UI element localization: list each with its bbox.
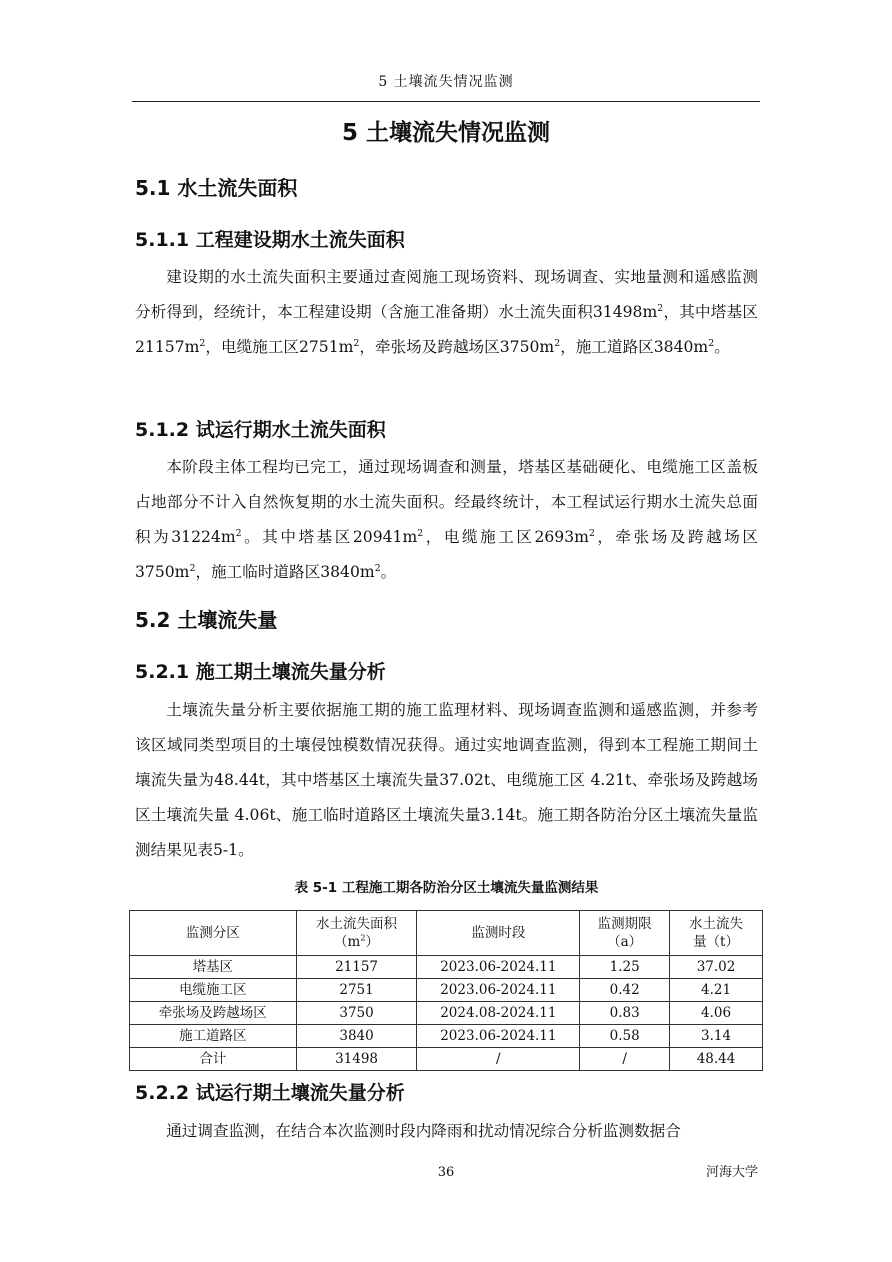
cell-amount: 4.06 xyxy=(670,1002,763,1025)
cell-period: / xyxy=(417,1048,580,1071)
cell-period: 2023.06-2024.11 xyxy=(417,1025,580,1048)
section-5-1-heading: 5.1 水土流失面积 xyxy=(135,176,298,200)
paragraph-5-2-2: 通过调查监测，在结合本次监测时段内降雨和扰动情况综合分析监测数据合 xyxy=(166,1122,681,1140)
cell-term: / xyxy=(580,1048,670,1071)
paragraph-5-2-1: 土壤流失量分析主要依据施工期的施工监理材料、现场调查监测和遥感监测，并参考该区域同类型项目的土壤侵蚀模数情况获得。通过实地调查监测，得到本工程施工期间土壤流失量为48.44t，其中塔基区土壤流失量37.02t、电缆施工区 4.21t、牵张场及跨越场区土壤流失量 4.06t、施工临时道路区土壤流失量3.14t。施工期各防治分区土壤流失量监测结果见表5-1。 xyxy=(135,701,758,859)
cell-area: 3840 xyxy=(296,1025,417,1048)
table-row xyxy=(130,979,763,1002)
header-amount: 水土流失 量（t） xyxy=(670,911,763,956)
cell-term: 0.83 xyxy=(580,1002,670,1025)
section-5-2-1-heading: 5.2.1 施工期土壤流失量分析 xyxy=(135,661,386,683)
cell-amount: 4.21 xyxy=(670,979,763,1002)
paragraph-5-1-2: 本阶段主体工程均已完工，通过现场调查和测量，塔基区基础硬化、电缆施工区盖板占地部分不计入自然恢复期的水土流失面积。经最终统计，本工程试运行期水土流失总面积为$31224m^2$。其中塔基区$20941m^2$，电缆施工区$2693m^2$，牵张场及跨越场区$3750m^2$，施工临时道路区$3840m^2$。 xyxy=(135,458,758,581)
cell-area: 2751 xyxy=(296,979,417,1002)
cell-zone: 施工道路区 xyxy=(130,1025,297,1048)
header-area: 水土流失面积 $(m^2)$ xyxy=(296,911,417,956)
cell-term: 0.42 xyxy=(580,979,670,1002)
table-caption: 表 5-1 工程施工期各防治分区土壤流失量监测结果 xyxy=(294,880,599,896)
cell-area: 31498 xyxy=(296,1048,417,1071)
section-5-2-heading: 5.2 土壤流失量 xyxy=(135,608,278,632)
header-period: 监测时段 xyxy=(417,911,580,956)
table-row xyxy=(130,956,763,979)
table-row xyxy=(130,1025,763,1048)
table-header-row xyxy=(130,911,763,956)
footer-organization: 河海大学 xyxy=(705,1165,758,1180)
chapter-title: 5 土壤流失情况监测 xyxy=(341,120,550,146)
cell-zone: 塔基区 xyxy=(130,956,297,979)
cell-term: 0.58 xyxy=(580,1025,670,1048)
cell-zone: 合计 xyxy=(130,1048,297,1071)
monitoring-results-table xyxy=(129,910,763,1071)
table-row xyxy=(130,1002,763,1025)
cell-amount: 37.02 xyxy=(670,956,763,979)
section-5-2-2-heading: 5.2.2 试运行期土壤流失量分析 xyxy=(135,1082,405,1104)
section-5-1-1-heading: 5.1.1 工程建设期水土流失面积 xyxy=(135,229,405,251)
cell-period: 2024.08-2024.11 xyxy=(417,1002,580,1025)
cell-amount: 3.14 xyxy=(670,1025,763,1048)
page-number: 36 xyxy=(437,1165,455,1180)
cell-period: 2023.06-2024.11 xyxy=(417,956,580,979)
table-total-row xyxy=(130,1048,763,1071)
running-header: 5 土壤流失情况监测 xyxy=(378,74,514,90)
cell-area: 3750 xyxy=(296,1002,417,1025)
header-term: 监测期限 （a） xyxy=(580,911,670,956)
section-5-1-2-heading: 5.1.2 试运行期水土流失面积 xyxy=(135,419,386,441)
cell-period: 2023.06-2024.11 xyxy=(417,979,580,1002)
header-rule xyxy=(132,101,760,102)
cell-zone: 电缆施工区 xyxy=(130,979,297,1002)
cell-zone: 牵张场及跨越场区 xyxy=(130,1002,297,1025)
header-zone: 监测分区 xyxy=(130,911,297,956)
cell-area: 21157 xyxy=(296,956,417,979)
paragraph-5-1-1: 建设期的水土流失面积主要通过查阅施工现场资料、现场调查、实地量测和遥感监测分析得到，经统计，本工程建设期（含施工准备期）水土流失面积$31498m^2$，其中塔基区$21157m^2$，电缆施工区$2751m^2$，牵张场及跨越场区$3750m^2$，施工道路区$3840m^2$。 xyxy=(135,268,758,356)
cell-term: 1.25 xyxy=(580,956,670,979)
cell-amount: 48.44 xyxy=(670,1048,763,1071)
